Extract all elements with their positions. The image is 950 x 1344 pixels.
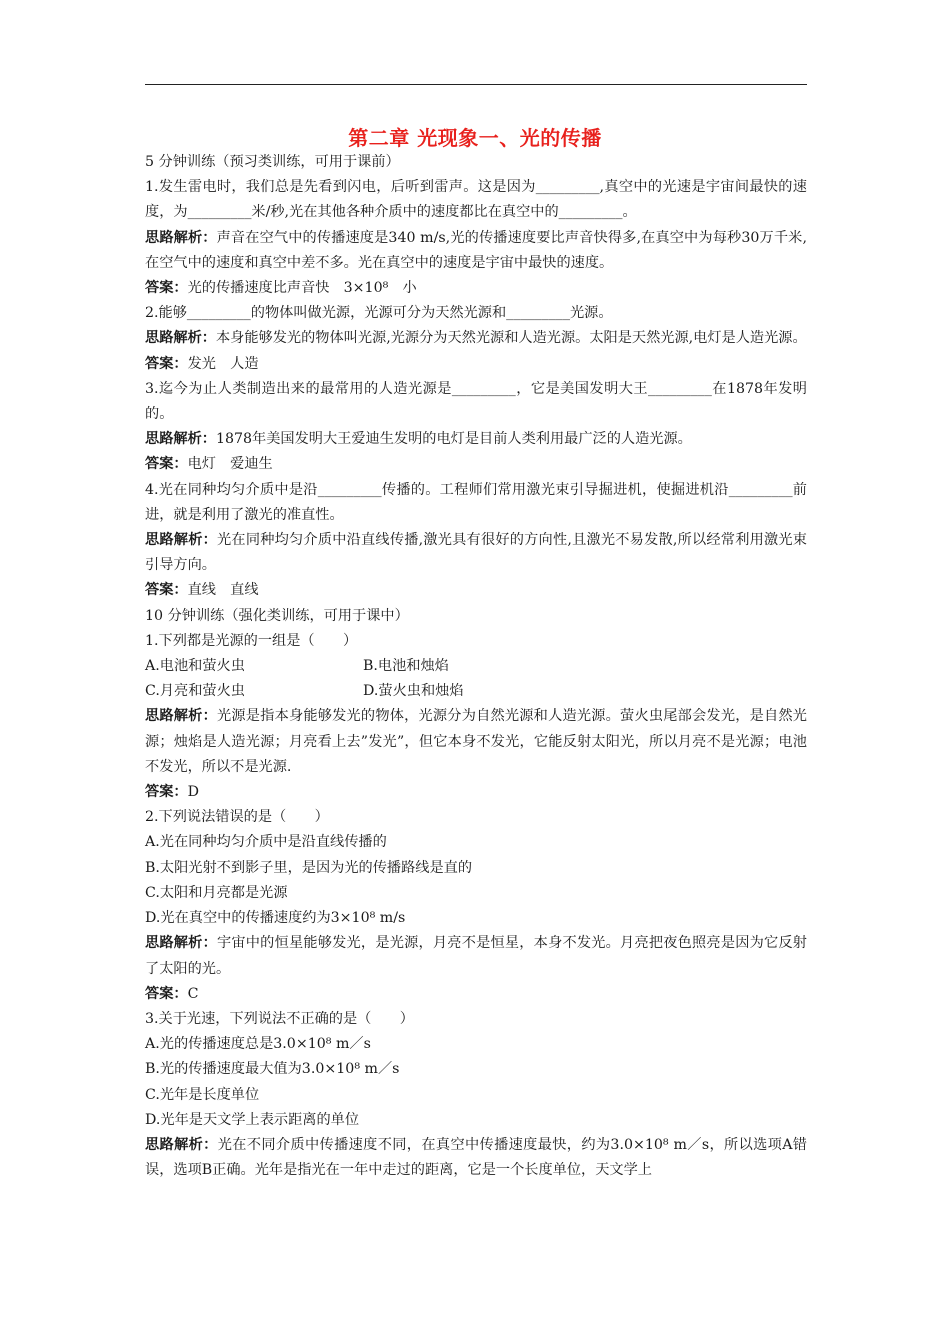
paragraph: D.光年是天文学上表示距离的单位 (145, 1111, 360, 1128)
answer-line (145, 780, 807, 805)
document-body (145, 150, 807, 1183)
label-text: 光源是指本身能够发光的物体，光源分为自然光源和人造光源。萤火虫尾部会发光，是自然光源；烛焰是人造光源；月亮看上去”发光”，但它本身不发光，它能反射太阳光，所以月亮不是光源；电池不发光，所以不是光源. (145, 708, 807, 775)
paragraph: 3.迄今为止人类制造出来的最常用的人造光源是_________，它是美国发明大王_________在1878年发明的。 (145, 380, 807, 423)
answer-line (145, 352, 807, 377)
paragraph: D.光在真空中的传播速度约为3×10⁸ m/s (145, 910, 406, 927)
header-rule (145, 84, 807, 85)
label-text: 本身能够发光的物体叫光源,光源分为天然光源和人造光源。太阳是天然光源,电灯是人造光源。 (215, 330, 807, 347)
page-title: 第二章 光现象一、光的传播 (348, 126, 602, 150)
analysis-paragraph (145, 931, 807, 981)
answer-option: A.电池和萤火虫 (145, 658, 245, 675)
paragraph: 10 分钟训练（强化类训练，可用于课中） (145, 607, 409, 624)
answer-line (145, 578, 807, 603)
bold-label: 答案： (145, 280, 188, 297)
analysis-paragraph (145, 528, 807, 578)
bold-label: 思路解析： (145, 532, 218, 549)
paragraph: C.太阳和月亮都是光源 (145, 884, 288, 901)
answer-line (145, 982, 807, 1007)
paragraph: 1.下列都是光源的一组是（ ） (145, 632, 358, 649)
paragraph: C.光年是长度单位 (145, 1086, 260, 1103)
label-text: 直线 直线 (187, 582, 259, 599)
analysis-paragraph (145, 427, 807, 452)
paragraph: 2.能够_________的物体叫做光源，光源可分为天然光源和_________光源。 (145, 305, 613, 322)
bold-label: 答案： (145, 355, 188, 372)
bold-label: 思路解析： (145, 708, 217, 725)
bold-label: 答案： (145, 456, 188, 473)
option-row (145, 654, 807, 679)
bold-label: 思路解析： (145, 431, 216, 448)
option-row (145, 679, 807, 704)
label-text: 发光 人造 (187, 355, 259, 372)
bold-label: 思路解析： (145, 1136, 218, 1153)
bold-label: 答案： (145, 582, 188, 599)
analysis-paragraph (145, 226, 807, 276)
paragraph: 5 分钟训练（预习类训练，可用于课前） (145, 154, 400, 170)
paragraph: B.太阳光射不到影子里，是因为光的传播路线是直的 (145, 859, 473, 876)
label-text: 光在不同介质中传播速度不同，在真空中传播速度最快，约为3.0×10⁸ m／s，所以选项A错误，选项B正确。光年是指光在一年中走过的距离，它是一个长度单位，天文学上 (145, 1136, 807, 1179)
bold-label: 思路解析： (145, 935, 217, 952)
label-text: 宇宙中的恒星能够发光，是光源，月亮不是恒星，本身不发光。月亮把夜色照亮是因为它反射了太阳的光。 (145, 935, 807, 977)
analysis-paragraph (145, 704, 807, 780)
bold-label: 思路解析： (145, 229, 217, 246)
label-text: D (187, 784, 199, 801)
paragraph: 3.关于光速，下列说法不正确的是（ ） (145, 1010, 414, 1027)
paragraph: A.光在同种均匀介质中是沿直线传播的 (145, 834, 387, 851)
analysis-paragraph (145, 1133, 807, 1183)
paragraph: A.光的传播速度总是3.0×10⁸ m／s (145, 1036, 371, 1053)
answer-line (145, 276, 807, 301)
answer-line (145, 452, 807, 477)
bold-label: 答案： (145, 784, 188, 801)
answer-option: D.萤火虫和烛焰 (363, 683, 464, 700)
paragraph: B.光的传播速度最大值为3.0×10⁸ m／s (145, 1061, 400, 1078)
answer-option: B.电池和烛焰 (363, 658, 449, 675)
analysis-paragraph (145, 326, 807, 351)
label-text: 电灯 爱迪生 (187, 456, 273, 473)
answer-option: C.月亮和萤火虫 (145, 683, 245, 700)
paragraph: 4.光在同种均匀介质中是沿_________传播的。工程师们常用激光束引导掘进机，使掘进机沿_________前进，就是利用了激光的准直性。 (145, 481, 807, 523)
bold-label: 思路解析： (145, 330, 216, 347)
bold-label: 答案： (145, 985, 188, 1002)
label-text: 声音在空气中的传播速度是340 m/s,光的传播速度要比声音快得多,在真空中为每秒30万千米,在空气中的速度和真空中差不多。光在真空中的速度是宇宙中最快的速度。 (145, 229, 807, 271)
paragraph: 1.发生雷电时，我们总是先看到闪电，后听到雷声。这是因为_________,真空中的光速是宇宙间最快的速度，为_________米/秒,光在其他各种介质中的速度都比在真空中的_________。 (145, 179, 807, 221)
paragraph: 2.下列说法错误的是（ ） (145, 809, 329, 826)
label-text: C (187, 985, 199, 1002)
label-text: 1878年美国发明大王爱迪生发明的电灯是目前人类利用最广泛的人造光源。 (215, 431, 692, 448)
label-text: 光在同种均匀介质中沿直线传播,激光具有很好的方向性,且激光不易发散,所以经常利用激光束引导方向。 (145, 532, 807, 574)
label-text: 光的传播速度比声音快 3×10⁸ 小 (187, 280, 417, 297)
